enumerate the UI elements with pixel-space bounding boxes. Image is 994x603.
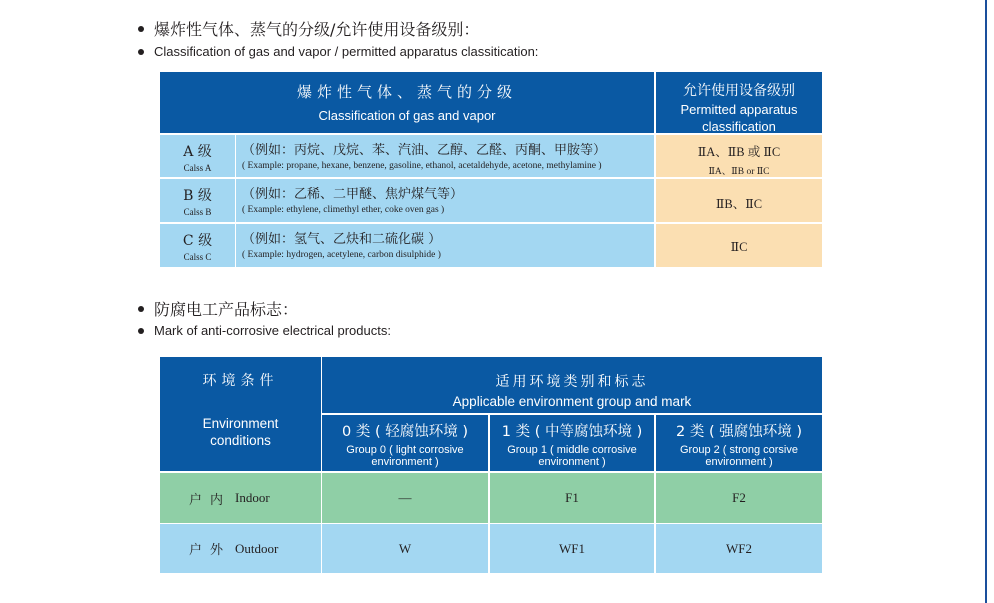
class-b-permitted: ⅡB、ⅡC [656, 179, 822, 222]
outdoor-group-1-value: WF1 [490, 524, 654, 573]
outdoor-label: 户外 Outdoor [160, 524, 321, 573]
permitted-apparatus-header: 允许使用设备级别 Permitted apparatus classification [656, 72, 822, 133]
class-a-description: （例如：丙烷、戊烷、苯、汽油、乙醇、乙醛、丙酮、甲胺等） ( Example: propane, hexane, benzene, gasoline, ethanol, acetaldehyde, acetone, methylamine ) [236, 135, 654, 177]
bullet-dot [138, 49, 144, 55]
indoor-group-2-value: F2 [656, 473, 822, 523]
class-b-description: （例如：乙稀、二甲醚、焦炉煤气等） ( Example: ethylene, climethyl ether, coke oven gas ) [236, 179, 654, 222]
page-edge-rule [985, 0, 987, 603]
section1-title-en: Classification of gas and vapor / permitted apparatus classitication: [138, 44, 538, 59]
applicable-group-header: 适用环境类别和标志 Applicable environment group and mark [322, 357, 822, 413]
class-c-cell: C 级 Calss C [160, 224, 235, 267]
bullet-dot [138, 26, 144, 32]
indoor-label: 户内 Indoor [160, 473, 321, 523]
group-1-header: 1 类 ( 中等腐蚀环境 ) Group 1 ( middle corrosive environment ) [490, 415, 654, 471]
class-b-cell: B 级 Calss B [160, 179, 235, 222]
class-c-permitted: ⅡC [656, 224, 822, 267]
class-a-permitted: ⅡA、ⅡB 或 ⅡC ⅡA、ⅡB or ⅡC [656, 135, 822, 177]
indoor-group-1-value: F1 [490, 473, 654, 523]
bullet-dot [138, 328, 144, 334]
outdoor-group-2-value: WF2 [656, 524, 822, 573]
section2-title-cn: 防腐电工产品标志： [138, 297, 298, 320]
gas-classification-header: 爆炸性气体、蒸气的分级 Classification of gas and vapor [160, 72, 654, 133]
section1-title-cn: 爆炸性气体、蒸气的分级/允许使用设备级别： [138, 17, 479, 40]
group-2-header: 2 类 ( 强腐蚀环境 ) Group 2 ( strong corsive environment ) [656, 415, 822, 471]
outdoor-group-0-value: W [322, 524, 488, 573]
indoor-group-0-value: — [322, 473, 488, 523]
class-a-cell: A 级 Calss A [160, 135, 235, 177]
section2-title-en: Mark of anti-corrosive electrical products: [138, 323, 391, 338]
environment-conditions-header: 环境条件 Environment conditions [160, 357, 321, 471]
group-0-header: 0 类 ( 轻腐蚀环境 ) Group 0 ( light corrosive environment ) [322, 415, 488, 471]
bullet-dot [138, 306, 144, 312]
class-c-description: （例如：氢气、乙炔和二硫化碳 ） ( Example: hydrogen, acetylene, carbon disulphide ) [236, 224, 654, 267]
